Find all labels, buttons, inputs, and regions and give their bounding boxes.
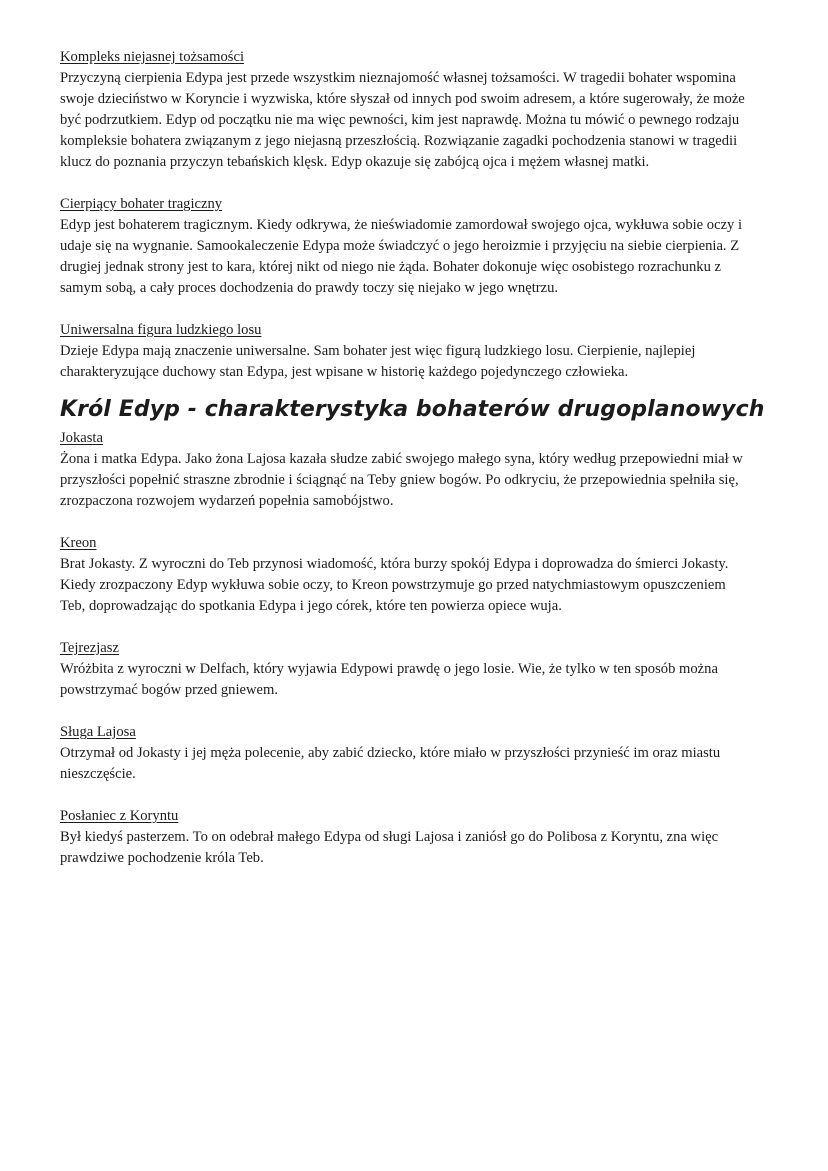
text-line: być podrzutkiem. Edyp od początku nie ma więc pewności, kim jest naprawdę. Można tu mówić o pewnego rodzaju <box>60 112 740 128</box>
text-line: Otrzymał od Jokasty i jej męża polecenie, aby zabić dziecko, które miało w przyszłości przynieść im oraz miastu <box>60 745 721 761</box>
text-line: Przyczyną cierpienia Edypa jest przede wszystkim nieznajomość własnej tożsamości. W tragedii bohater wspomina <box>60 70 736 86</box>
text-line: charakteryzujące duchowy stan Edypa, jest wpisane w historię każdego pojedynczego człowieka. <box>60 364 629 380</box>
text-line: nieszczęście. <box>60 766 136 782</box>
section-heading: Jokasta <box>60 430 103 446</box>
page-title: Król Edyp - charakterystyka bohaterów drugoplanowych <box>60 397 765 422</box>
section-heading: Kreon <box>60 535 97 551</box>
document-page <box>60 47 782 869</box>
text-line: Żona i matka Edypa. Jako żona Lajosa kazała słudze zabić swojego małego syna, który według przepowiedni miał w <box>60 451 743 467</box>
text-line: Był kiedyś pasterzem. To on odebrał małego Edypa od sługi Lajosa i zaniósł go do Polibosa z Koryntu, zna więc <box>60 829 719 845</box>
section-heading: Tejrezjasz <box>60 640 119 656</box>
section-heading: Sługa Lajosa <box>60 724 136 740</box>
spacer <box>60 785 782 806</box>
section-tejrezjasz <box>60 638 782 701</box>
section-uniwersalna <box>60 320 782 383</box>
text-line: Brat Jokasty. Z wyroczni do Teb przynosi wiadomość, która burzy spokój Edypa i doprowadza do śmierci Jokasty. <box>60 556 729 572</box>
section-heading: Cierpiący bohater tragiczny <box>60 196 223 212</box>
text-line: Teb, doprowadzając do spotkania Edypa i jego córek, które ten powierza opiece wuja. <box>60 598 562 614</box>
section-heading: Uniwersalna figura ludzkiego losu <box>60 322 262 338</box>
section-cierpiacy <box>60 194 782 299</box>
text-line: Dzieje Edypa mają znaczenie uniwersalne. Sam bohater jest więc figurą ludzkiego losu. Cierpienie, najlepiej <box>60 343 696 359</box>
section-jokasta <box>60 428 782 512</box>
text-line: zrozpaczona rozwojem wydarzeń popełnia samobójstwo. <box>60 493 394 509</box>
text-line: swoje dzieciństwo w Koryncie i wyzwiska, które słyszał od innych pod swoim adresem, a które sugerowały, że może <box>60 91 745 107</box>
section-heading: Kompleks niejasnej tożsamości <box>60 49 245 65</box>
text-line: drugiej jednak strony jest to kara, której nikt od niego nie żąda. Bohater dokonuje więc osobistego rozrachunku z <box>60 259 721 275</box>
spacer <box>60 512 782 533</box>
text-line: powstrzymać bogów przed gniewem. <box>60 682 279 698</box>
spacer <box>60 701 782 722</box>
section-sluga-lajosa <box>60 722 782 785</box>
text-line: przyszłości popełnić straszne zbrodnie i ściągnąć na Teby gniew bogów. Po odkryciu, że przepowiednia spełniła się, <box>60 472 739 488</box>
section-kompleks <box>60 47 782 173</box>
text-line: Edyp jest bohaterem tragicznym. Kiedy odkrywa, że nieświadomie zamordował swojego ojca, wykłuwa sobie oczy i <box>60 217 743 233</box>
text-line: Wróżbita z wyroczni w Delfach, który wyjawia Edypowi prawdę o jego losie. Wie, że tylko w ten sposób można <box>60 661 718 677</box>
section-poslaniec <box>60 806 782 869</box>
section-kreon <box>60 533 782 617</box>
spacer <box>60 617 782 638</box>
spacer <box>60 299 782 320</box>
text-line: klucz do poznania przyczyn tebańskich klęsk. Edyp okazuje się zabójcą ojca i mężem własnej matki. <box>60 154 650 170</box>
text-line: kompleksie bohatera związanym z jego niejasną przeszłością. Rozwiązanie zagadki pochodzenia stanowi w tragedii <box>60 133 738 149</box>
text-line: prawdziwe pochodzenie króla Teb. <box>60 850 264 866</box>
text-line: Kiedy zrozpaczony Edyp wykłuwa sobie oczy, to Kreon powstrzymuje go przed natychmiastowym opuszczeniem <box>60 577 726 593</box>
text-line: udaje się na wygnanie. Samookaleczenie Edypa może świadczyć o jego heroizmie i przyjęciu na siebie cierpienia. Z <box>60 238 740 254</box>
text-line: samym sobą, a cały proces dochodzenia do prawdy toczy się niejako w jego wnętrzu. <box>60 280 559 296</box>
section-heading: Posłaniec z Koryntu <box>60 808 179 824</box>
spacer <box>60 173 782 194</box>
